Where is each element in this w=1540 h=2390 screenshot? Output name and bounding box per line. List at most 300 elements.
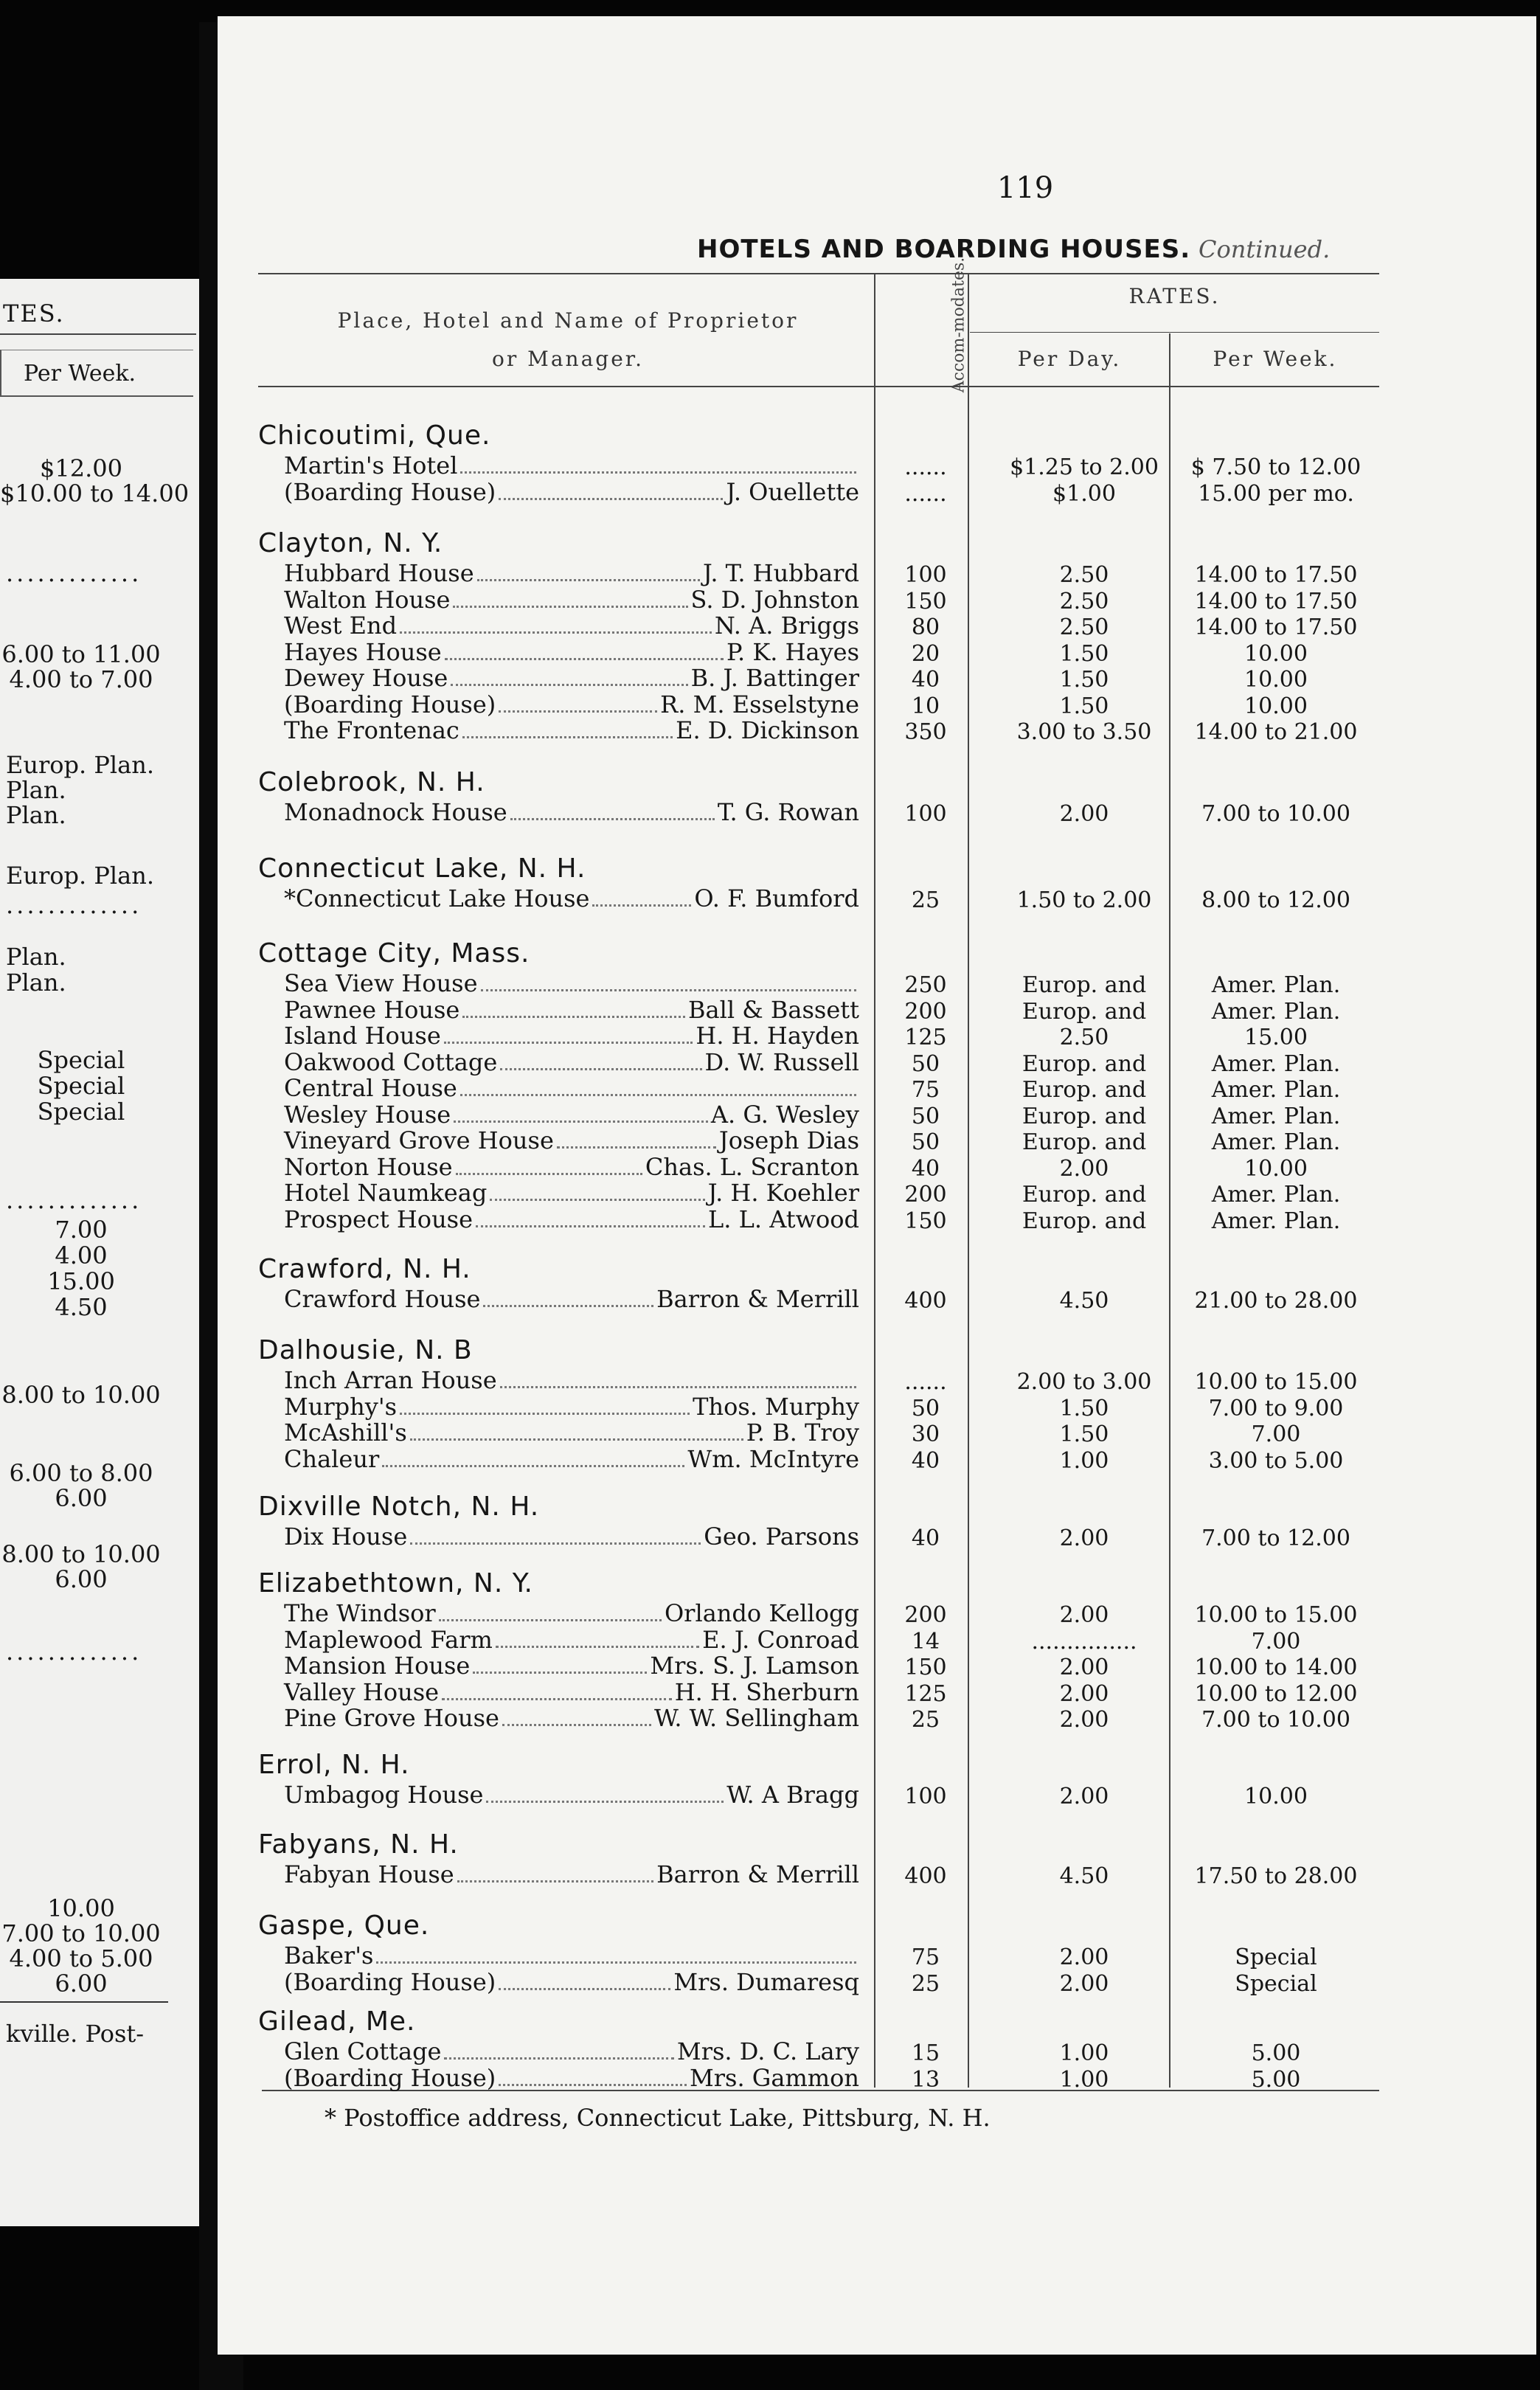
left-page-value: Special — [37, 1098, 125, 1126]
proprietor-name: H. H. Sherburn — [674, 1677, 859, 1706]
left-page-value: 4.00 to 5.00 — [9, 1944, 153, 1972]
proprietor-name: B. J. Battinger — [690, 664, 859, 692]
rate-per-week: 17.50 to 28.00 — [1194, 1863, 1358, 1889]
hotel-entry — [284, 1047, 859, 1076]
rate-per-week: 15.00 per mo. — [1198, 480, 1354, 507]
rate-per-week: 3.00 to 5.00 — [1208, 1447, 1344, 1474]
place-heading: Dixville Notch, N. H. — [258, 1492, 540, 1522]
hotel-entry — [284, 1967, 859, 1996]
accommodates-value: 200 — [904, 998, 947, 1025]
rate-per-week: 14.00 to 17.50 — [1194, 588, 1358, 614]
rate-per-week: Amer. Plan. — [1211, 1182, 1341, 1208]
rate-per-week: 14.00 to 17.50 — [1194, 614, 1358, 640]
accommodates-value: 30 — [911, 1421, 940, 1447]
rate-per-day: 1.50 — [1059, 667, 1109, 693]
hotel-name: Vineyard Grove House — [284, 1126, 554, 1154]
rate-per-day: 2.50 — [1059, 614, 1109, 640]
accommodates-value: 13 — [911, 2066, 940, 2093]
left-page-value: 8.00 to 10.00 — [1, 1381, 161, 1409]
hotel-name: Wesley House — [284, 1100, 451, 1129]
accommodates-value: 75 — [911, 1077, 940, 1103]
left-page-value: 6.00 — [55, 1970, 108, 1998]
rate-per-day: 4.50 — [1059, 1863, 1109, 1889]
accommodates-value: 125 — [904, 1680, 947, 1707]
hotel-entry — [284, 587, 859, 614]
left-page-value: $12.00 — [40, 454, 122, 482]
hotel-entry — [284, 1286, 859, 1313]
accommodates-value: 25 — [911, 1970, 940, 1997]
hotel-entry — [284, 1782, 859, 1809]
rates-sub-rule — [970, 332, 1379, 333]
hotel-entry — [284, 453, 859, 479]
accommodates-value: 200 — [904, 1182, 947, 1208]
rate-per-week: Special — [1235, 1970, 1317, 1997]
proprietor-name: Thos. Murphy — [693, 1392, 859, 1421]
rate-per-week: 10.00 — [1244, 667, 1308, 693]
dot-leader — [477, 579, 700, 581]
hotel-name: *Connecticut Lake House — [284, 884, 590, 912]
accommodates-value: 50 — [911, 1395, 940, 1421]
dot-leader — [382, 1465, 684, 1467]
rate-per-week: 8.00 to 12.00 — [1201, 887, 1350, 913]
left-page-value: $10.00 to 14.00 — [0, 479, 190, 508]
left-page-value: 6.00 to 8.00 — [9, 1459, 153, 1487]
rate-per-day: $1.00 — [1052, 480, 1116, 507]
rate-per-day: 2.50 — [1059, 1025, 1109, 1050]
proprietor-name: Mrs. S. J. Lamson — [650, 1652, 859, 1680]
place-heading: Gaspe, Que. — [258, 1911, 430, 1941]
accommodates-value: 20 — [911, 640, 940, 667]
rate-per-day: 1.50 — [1059, 1421, 1109, 1447]
accommodates-value: 25 — [911, 887, 940, 913]
rate-per-week: $ 7.50 to 12.00 — [1190, 454, 1362, 480]
left-page-value: 4.00 to 7.00 — [9, 665, 153, 693]
hotel-entry — [284, 1076, 859, 1102]
hotel-entry — [284, 1128, 859, 1154]
left-page-value: 4.00 — [55, 1241, 108, 1270]
hotel-name: The Frontenac — [284, 716, 459, 744]
rate-per-week: Amer. Plan. — [1211, 1208, 1341, 1234]
dot-leader — [496, 1646, 699, 1648]
proprietor-name: Joseph Dias — [718, 1126, 859, 1154]
column-header-place: Place, Hotel and Name of Proprietor — [337, 308, 799, 333]
footnote: * Postoffice address, Connecticut Lake, Pittsburg, N. H. — [325, 2104, 991, 2132]
hotel-name: (Boarding House) — [284, 1967, 496, 1996]
dot-leader — [592, 904, 691, 907]
column-header-accommodates-text: Accom-modates. — [949, 257, 968, 392]
column-header-rates: RATES. — [1128, 284, 1221, 308]
table-top-rule — [258, 273, 1379, 274]
accommodates-value: 100 — [904, 562, 947, 588]
rate-per-day: 2.00 — [1059, 1707, 1109, 1733]
rate-per-week: 10.00 to 14.00 — [1194, 1655, 1358, 1680]
accommodates-value: 100 — [904, 801, 947, 827]
hotel-name: The Windsor — [284, 1599, 436, 1627]
left-page-value: kville. Post- — [6, 2020, 145, 2048]
rate-per-day: 2.00 — [1059, 1602, 1109, 1628]
rate-per-week: 10.00 — [1244, 1784, 1308, 1809]
hotel-entry — [284, 665, 859, 692]
proprietor-name: W. W. Sellingham — [654, 1704, 859, 1732]
proprietor-name: Mrs. Gammon — [689, 2063, 859, 2092]
hotel-entry — [284, 1705, 859, 1732]
proprietor-name: R. M. Esselstyne — [660, 690, 859, 718]
left-page-value: Europ. Plan. — [6, 862, 154, 890]
left-page-value: 8.00 to 10.00 — [1, 1540, 161, 1568]
dot-leader — [462, 736, 673, 738]
accommodates-value: 14 — [911, 1628, 940, 1655]
rate-per-week: 21.00 to 28.00 — [1194, 1288, 1358, 1314]
dot-leader — [400, 1413, 690, 1415]
hotel-entry — [284, 1653, 859, 1680]
accommodates-value: 50 — [911, 1050, 940, 1077]
dot-leader — [499, 710, 657, 713]
accommodates-value: 25 — [911, 1707, 940, 1733]
rate-per-day: 2.00 — [1059, 1944, 1109, 1970]
hotel-name: Mansion House — [284, 1652, 471, 1680]
left-page-value: Plan. — [6, 969, 66, 997]
hotel-entry — [284, 2039, 859, 2065]
dot-leader — [444, 1042, 693, 1044]
dot-leader — [490, 1199, 704, 1201]
left-page-value: 6.00 — [55, 1565, 108, 1593]
rate-per-day: 2.00 — [1059, 1680, 1109, 1707]
proprietor-name: T. G. Rowan — [717, 798, 859, 826]
accommodates-value: 50 — [911, 1129, 940, 1155]
accommodates-value: 40 — [911, 1525, 940, 1551]
rate-per-day: 2.50 — [1059, 562, 1109, 588]
hotel-name: Glen Cottage — [284, 2037, 442, 2065]
accommodates-value: 200 — [904, 1602, 947, 1628]
hotel-name: Maplewood Farm — [284, 1625, 493, 1654]
hotel-name: Murphy's — [284, 1392, 398, 1421]
rate-per-week: 7.00 to 9.00 — [1208, 1395, 1344, 1421]
hotel-entry — [284, 1677, 859, 1706]
accommodates-value: 350 — [904, 719, 947, 745]
rate-per-day: 2.00 — [1059, 1784, 1109, 1809]
place-heading: Connecticut Lake, N. H. — [258, 853, 586, 884]
dot-leader — [500, 1068, 701, 1070]
dot-leader — [444, 2057, 673, 2060]
rate-per-week: 5.00 — [1251, 2040, 1301, 2066]
accommodates-value: 10 — [911, 693, 940, 719]
rate-per-day: $1.25 to 2.00 — [1010, 454, 1159, 480]
proprietor-name: J. T. Hubbard — [702, 559, 859, 587]
hotel-name: Umbagog House — [284, 1781, 484, 1809]
rate-per-week: 7.00 — [1251, 1628, 1301, 1655]
dot-leader — [460, 471, 856, 474]
proprietor-name: D. W. Russell — [704, 1047, 859, 1076]
accommodates-value: 40 — [911, 1155, 940, 1182]
column-header-per-week: Per Week. — [1213, 347, 1338, 371]
proprietor-name: Orlando Kellogg — [664, 1599, 859, 1627]
place-heading: Cottage City, Mass. — [258, 938, 530, 969]
hotel-entry — [284, 692, 859, 718]
dot-leader — [376, 1961, 856, 1964]
rate-per-day: 1.50 — [1059, 693, 1109, 719]
left-page-value: 7.00 — [55, 1216, 108, 1244]
dot-leader — [445, 658, 724, 660]
rate-per-week: Amer. Plan. — [1211, 1103, 1341, 1129]
accommodates-value: 400 — [904, 1863, 947, 1889]
accommodates-value: 50 — [911, 1103, 940, 1129]
rate-per-day: 2.00 — [1059, 1970, 1109, 1997]
rate-per-day: 2.00 to 3.00 — [1016, 1369, 1152, 1395]
dot-leader — [460, 1094, 856, 1096]
place-heading: Chicoutimi, Que. — [258, 420, 491, 451]
place-heading: Elizabethtown, N. Y. — [258, 1568, 533, 1598]
accommodates-value: 250 — [904, 972, 947, 998]
dot-leader — [451, 684, 687, 686]
hotel-name: Prospect House — [284, 1205, 474, 1233]
left-page-leader: ............. — [6, 559, 142, 587]
left-page-value: Special — [37, 1072, 125, 1100]
hotel-entry — [284, 637, 859, 666]
rate-per-day: 4.50 — [1059, 1288, 1109, 1314]
rate-per-day: Europ. and — [1022, 1077, 1147, 1103]
hotel-name: McAshill's — [284, 1419, 407, 1447]
hotel-name: Central House — [284, 1074, 457, 1102]
rate-per-day: 1.00 — [1059, 1447, 1109, 1474]
hotel-entry — [284, 1943, 859, 1970]
hotel-entry — [284, 1023, 859, 1050]
rate-per-day: Europ. and — [1022, 1208, 1147, 1234]
hotel-name: Crawford House — [284, 1285, 481, 1313]
hotel-entry — [284, 997, 859, 1024]
proprietor-name: E. J. Conroad — [702, 1625, 859, 1654]
dot-leader — [499, 1988, 670, 1990]
hotel-name: Chaleur — [284, 1444, 380, 1473]
dot-leader — [483, 1305, 653, 1307]
proprietor-name: O. F. Bumford — [694, 884, 859, 912]
rate-per-day: Europ. and — [1022, 1050, 1147, 1077]
rate-per-week: Amer. Plan. — [1211, 998, 1341, 1025]
rate-per-day: 2.00 — [1059, 1525, 1109, 1551]
hotel-entry — [284, 2065, 859, 2092]
rate-per-week: 15.00 — [1244, 1025, 1308, 1050]
proprietor-name: L. L. Atwood — [708, 1205, 859, 1233]
left-page-value: Plan. — [6, 943, 66, 971]
hotel-entry — [284, 561, 859, 587]
rate-per-day: 2.00 — [1059, 1155, 1109, 1182]
rate-per-week: Amer. Plan. — [1211, 1077, 1341, 1103]
hotel-entry — [284, 1524, 859, 1551]
rate-per-day: 2.00 — [1059, 1655, 1109, 1680]
rate-per-week: Special — [1235, 1944, 1317, 1970]
hotel-entry — [284, 1444, 859, 1473]
rate-per-week: 14.00 to 17.50 — [1194, 562, 1358, 588]
hotel-name: Sea View House — [284, 969, 478, 997]
hotel-name: Norton House — [284, 1152, 453, 1181]
proprietor-name: Mrs. D. C. Lary — [676, 2037, 859, 2065]
table-header-rule — [258, 386, 1379, 387]
hotel-entry — [284, 1420, 859, 1447]
place-heading: Colebrook, N. H. — [258, 767, 485, 797]
rate-per-week: 7.00 to 12.00 — [1201, 1525, 1350, 1551]
rate-per-week: 10.00 — [1244, 1155, 1308, 1182]
dot-leader — [410, 1438, 743, 1441]
proprietor-name: P. K. Hayes — [726, 637, 859, 666]
proprietor-name: Barron & Merrill — [656, 1860, 859, 1888]
accommodates-value: 150 — [904, 1208, 947, 1234]
hotel-entry — [284, 971, 859, 997]
rate-per-week: 7.00 to 10.00 — [1201, 1707, 1350, 1733]
rate-per-day: Europ. and — [1022, 972, 1147, 998]
hotel-name: Fabyan House — [284, 1860, 454, 1888]
hotel-name: Baker's — [284, 1942, 374, 1970]
rate-per-week: Amer. Plan. — [1211, 1050, 1341, 1077]
left-page-value: Special — [37, 1046, 125, 1074]
rate-per-week: Amer. Plan. — [1211, 972, 1341, 998]
hotel-name: Pine Grove House — [284, 1704, 499, 1732]
left-page-column-header: Per Week. — [0, 350, 193, 397]
hotel-entry — [284, 613, 859, 640]
column-rule-rates — [968, 273, 969, 2088]
rate-per-week: 10.00 to 12.00 — [1194, 1680, 1358, 1707]
hotel-entry — [284, 1394, 859, 1421]
hotel-entry — [284, 1627, 859, 1654]
dot-leader — [557, 1146, 716, 1149]
rate-per-day: 3.00 to 3.50 — [1016, 719, 1152, 745]
dot-leader — [457, 1880, 653, 1882]
rate-per-week: Amer. Plan. — [1211, 1129, 1341, 1155]
hotel-name: Hotel Naumkeag — [284, 1179, 488, 1207]
place-heading: Clayton, N. Y. — [258, 528, 443, 558]
hotel-name: Island House — [284, 1022, 441, 1050]
rate-per-week: 7.00 — [1251, 1421, 1301, 1447]
hotel-name: Valley House — [284, 1677, 440, 1706]
rate-per-day: ............... — [1031, 1628, 1137, 1655]
hotel-name: Hubbard House — [284, 559, 474, 587]
rate-per-day: 1.50 to 2.00 — [1016, 887, 1152, 913]
column-header-per-day: Per Day. — [1017, 347, 1122, 371]
dot-leader — [502, 1724, 651, 1726]
dot-leader — [510, 818, 715, 820]
rate-per-day: 1.50 — [1059, 640, 1109, 667]
hotel-entry — [284, 1862, 859, 1888]
hotel-name: Hayes House — [284, 637, 442, 666]
hotel-entry — [284, 718, 859, 744]
proprietor-name: Ball & Bassett — [688, 995, 859, 1024]
accommodates-value: 100 — [904, 1784, 947, 1809]
hotel-name: (Boarding House) — [284, 2063, 496, 2092]
dot-leader — [462, 1016, 685, 1018]
left-page-value: 4.50 — [55, 1293, 108, 1321]
column-rule-accom — [874, 273, 875, 2088]
left-page-leader: ............. — [6, 891, 142, 919]
proprietor-name: Wm. McIntyre — [687, 1444, 859, 1473]
rate-per-day: 2.00 — [1059, 801, 1109, 827]
dot-leader — [410, 1542, 701, 1545]
rate-per-day: 1.50 — [1059, 1395, 1109, 1421]
rate-per-week: 14.00 to 21.00 — [1194, 719, 1358, 745]
rate-per-day: Europ. and — [1022, 998, 1147, 1025]
place-heading: Crawford, N. H. — [258, 1254, 471, 1284]
accommodates-value: 75 — [911, 1944, 940, 1970]
accommodates-value: 150 — [904, 1655, 947, 1680]
left-page-value: 10.00 — [47, 1894, 115, 1922]
rate-per-week: 10.00 — [1244, 640, 1308, 667]
left-page-rule — [0, 2001, 168, 2003]
rate-per-week: 7.00 to 10.00 — [1201, 801, 1350, 827]
rate-per-week: 10.00 to 15.00 — [1194, 1602, 1358, 1628]
hotel-entry — [284, 1102, 859, 1129]
hotel-entry — [284, 479, 859, 506]
accommodates-value: ...... — [904, 454, 947, 480]
dot-leader — [456, 1173, 642, 1175]
place-heading: Dalhousie, N. B — [258, 1335, 473, 1365]
rate-per-day: Europ. and — [1022, 1129, 1147, 1155]
proprietor-name: Geo. Parsons — [704, 1523, 859, 1551]
accommodates-value: 80 — [911, 614, 940, 640]
dot-leader — [473, 1672, 647, 1674]
proprietor-name: J. H. Koehler — [707, 1179, 859, 1207]
page-number: 119 — [996, 171, 1054, 205]
hotel-name: Inch Arran House — [284, 1366, 497, 1394]
hotel-entry — [284, 1154, 859, 1181]
page-title — [697, 235, 1435, 264]
left-page-value: Plan. — [6, 776, 66, 804]
left-page-value: 6.00 — [55, 1484, 108, 1512]
dot-leader — [454, 1120, 708, 1123]
left-page-fragment — [0, 279, 199, 2226]
rate-per-day: Europ. and — [1022, 1182, 1147, 1208]
place-heading: Fabyans, N. H. — [258, 1829, 459, 1860]
hotel-name: Martin's Hotel — [284, 451, 458, 479]
left-page-leader: ............. — [6, 1638, 142, 1666]
hotel-name: Oakwood Cottage — [284, 1047, 498, 1076]
hotel-entry — [284, 886, 859, 912]
hotel-name: (Boarding House) — [284, 477, 496, 506]
accommodates-value: 15 — [911, 2040, 940, 2066]
accommodates-value: 40 — [911, 1447, 940, 1474]
hotel-name: Dewey House — [284, 664, 448, 692]
hotel-entry — [284, 800, 859, 826]
rate-per-day: 2.50 — [1059, 588, 1109, 614]
rate-per-day: 1.00 — [1059, 2066, 1109, 2093]
proprietor-name: A. G. Wesley — [710, 1100, 859, 1129]
hotel-name: (Boarding House) — [284, 690, 496, 718]
hotel-name: Monadnock House — [284, 798, 507, 826]
proprietor-name: E. D. Dickinson — [676, 716, 859, 744]
left-page-value: Europ. Plan. — [6, 751, 154, 779]
hotel-entry — [284, 1180, 859, 1207]
rate-per-week: 5.00 — [1251, 2066, 1301, 2093]
proprietor-name: N. A. Briggs — [714, 612, 859, 640]
page-title-text: HOTELS AND BOARDING HOUSES. — [697, 235, 1191, 264]
left-page-header: TES. — [0, 299, 196, 335]
proprietor-name: Mrs. Dumaresq — [673, 1967, 859, 1996]
dot-leader — [442, 1698, 672, 1700]
proprietor-name: J. Ouellette — [726, 477, 859, 506]
dot-leader — [400, 631, 712, 634]
left-page-value: 7.00 to 10.00 — [1, 1919, 161, 1947]
column-header-place-2: or Manager. — [492, 347, 644, 371]
dot-leader — [481, 989, 856, 991]
dot-leader — [499, 498, 723, 500]
hotel-entry — [284, 1207, 859, 1233]
proprietor-name: P. B. Troy — [746, 1419, 859, 1447]
rate-per-week: 10.00 to 15.00 — [1194, 1369, 1358, 1395]
accommodates-value: 125 — [904, 1025, 947, 1050]
proprietor-name: Chas. L. Scranton — [645, 1152, 859, 1181]
accommodates-value: ...... — [904, 480, 947, 507]
dot-leader — [439, 1619, 662, 1621]
place-heading: Gilead, Me. — [258, 2006, 416, 2037]
proprietor-name: W. A Bragg — [726, 1781, 859, 1809]
dot-leader — [500, 1386, 856, 1388]
rate-per-day: Europ. and — [1022, 1103, 1147, 1129]
